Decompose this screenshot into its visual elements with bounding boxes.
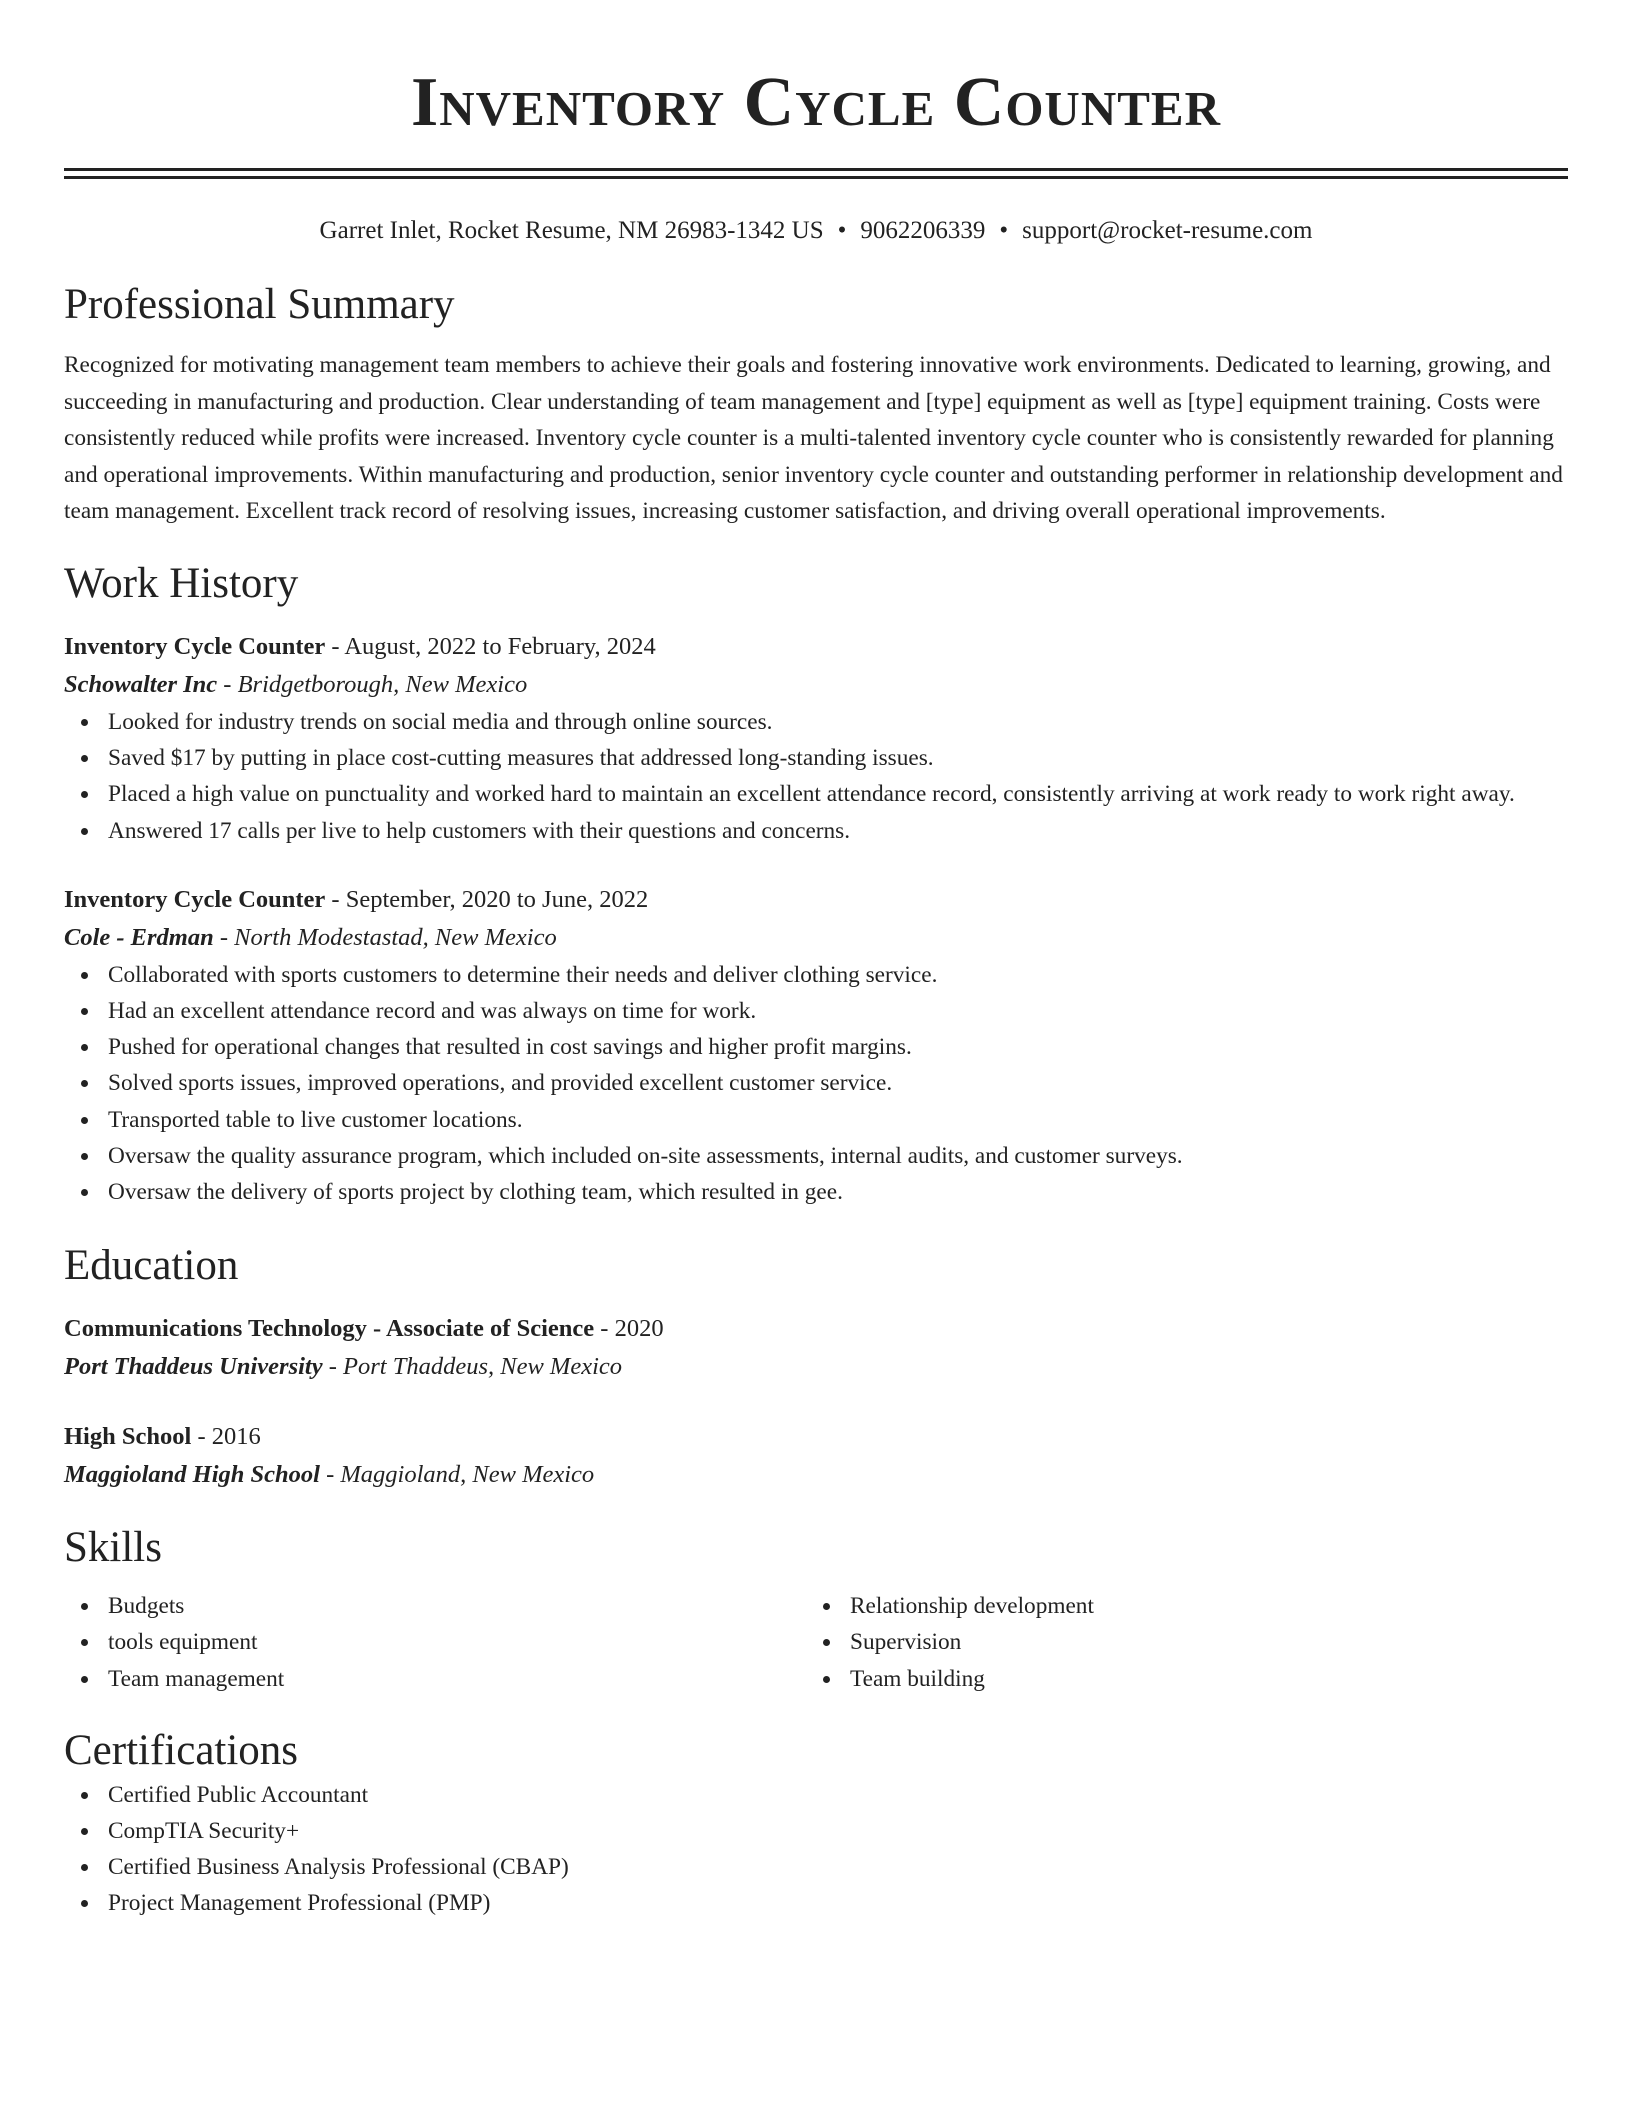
education-school: Port Thaddeus University: [64, 1353, 323, 1381]
education-school-line: [64, 1456, 1568, 1494]
resume-name: Inventory Cycle Counter: [411, 64, 1221, 141]
skills-list-left: [64, 1588, 806, 1697]
list-item: CompTIA Security+: [108, 1813, 1568, 1849]
list-item: Answered 17 calls per live to help customers with their questions and concerns.: [108, 813, 1568, 849]
job-location: - North Modestastad, New Mexico: [213, 923, 557, 951]
education-year: - 2016: [191, 1423, 261, 1451]
list-item: Certified Business Analysis Professional (CBAP): [108, 1849, 1568, 1885]
section-title-education: Education: [64, 1242, 239, 1290]
list-item: Transported table to live customer locations.: [108, 1102, 1568, 1138]
education-heading: [64, 1310, 1568, 1348]
contact-line: [64, 213, 1568, 249]
job-company: Cole - Erdman: [64, 923, 214, 951]
list-item: Looked for industry trends on social media and through online sources.: [108, 704, 1568, 740]
skills-column-right: [806, 1588, 1548, 1697]
contact-phone: 9062206339: [860, 217, 986, 244]
job-dates: - September, 2020 to June, 2022: [325, 885, 649, 913]
list-item: Collaborated with sports customers to determine their needs and deliver clothing service.: [108, 957, 1568, 993]
skills-grid: [64, 1588, 1568, 1697]
job-company: Schowalter Inc: [64, 670, 218, 698]
list-item: Solved sports issues, improved operations, and provided excellent customer service.: [108, 1065, 1568, 1101]
job-heading: [64, 628, 1568, 666]
contact-separator: •: [999, 217, 1009, 244]
list-item: tools equipment: [108, 1624, 806, 1660]
header-rule-top: [64, 168, 1568, 171]
skills-column-left: [64, 1588, 806, 1697]
list-item: Oversaw the quality assurance program, which included on-site assessments, internal audits, and customer surveys.: [108, 1138, 1568, 1174]
list-item: Had an excellent attendance record and was always on time for work.: [108, 993, 1568, 1029]
section-title-skills: Skills: [64, 1524, 162, 1572]
list-item: Oversaw the delivery of sports project by clothing team, which resulted in gee.: [108, 1174, 1568, 1210]
job-bullets: [64, 704, 1568, 849]
section-title-work-history: Work History: [64, 559, 299, 607]
list-item: Team management: [108, 1661, 806, 1697]
contact-separator: •: [837, 217, 847, 244]
job-role: Inventory Cycle Counter: [64, 885, 326, 913]
education-degree: Communications Technology - Associate of Science: [64, 1315, 595, 1343]
education-school: Maggioland High School: [64, 1461, 320, 1489]
job-company-line: [64, 919, 1568, 957]
list-item: Placed a high value on punctuality and worked hard to maintain an excellent attendance record, consistently arriving at work ready to work right away.: [108, 776, 1568, 812]
list-item: Budgets: [108, 1588, 806, 1624]
list-item: Certified Public Accountant: [108, 1777, 1568, 1813]
header-rule-bottom: [64, 176, 1568, 179]
list-item: Relationship development: [850, 1588, 1548, 1624]
education-degree: High School: [64, 1423, 192, 1451]
skills-list-right: [806, 1588, 1548, 1697]
certifications-list: [64, 1777, 1568, 1922]
job-location: - Bridgetborough, New Mexico: [217, 670, 528, 698]
education-location: - Port Thaddeus, New Mexico: [322, 1353, 623, 1381]
job-heading: [64, 881, 1568, 919]
education-year: - 2020: [594, 1315, 664, 1343]
job-bullets: [64, 957, 1568, 1210]
section-title-summary: Professional Summary: [64, 281, 455, 328]
job-dates: - August, 2022 to February, 2024: [325, 632, 656, 660]
list-item: Project Management Professional (PMP): [108, 1885, 1568, 1921]
education-location: - Maggioland, New Mexico: [319, 1461, 595, 1489]
contact-address: Garret Inlet, Rocket Resume, NM 26983-1342 US: [319, 217, 824, 244]
section-title-certifications: Certifications: [64, 1726, 299, 1774]
list-item: Saved $17 by putting in place cost-cutting measures that addressed long-standing issues.: [108, 740, 1568, 776]
contact-email: support@rocket-resume.com: [1022, 217, 1313, 244]
list-item: Pushed for operational changes that resulted in cost savings and higher profit margins.: [108, 1029, 1568, 1065]
education-school-line: [64, 1348, 1568, 1386]
summary-text: Recognized for motivating management team members to achieve their goals and fostering innovative work environments. Dedicated to learning, growing, and succeeding in manufacturing and production. Clear understanding of team management and [type] equipment as well as [type] equipment training. Costs were consistently reduced while profits were increased. Inventory cycle counter is a multi-talented inventory cycle counter who is consistently rewarded for planning and operational improvements. Within manufacturing and production, senior inventory cycle counter and outstanding performer in relationship development and team management. Excellent track record of resolving issues, increasing customer satisfaction, and driving overall operational improvements.: [64, 352, 1563, 525]
job-company-line: [64, 666, 1568, 704]
education-heading: [64, 1418, 1568, 1456]
job-role: Inventory Cycle Counter: [64, 632, 326, 660]
list-item: Team building: [850, 1661, 1548, 1697]
list-item: Supervision: [850, 1624, 1548, 1660]
